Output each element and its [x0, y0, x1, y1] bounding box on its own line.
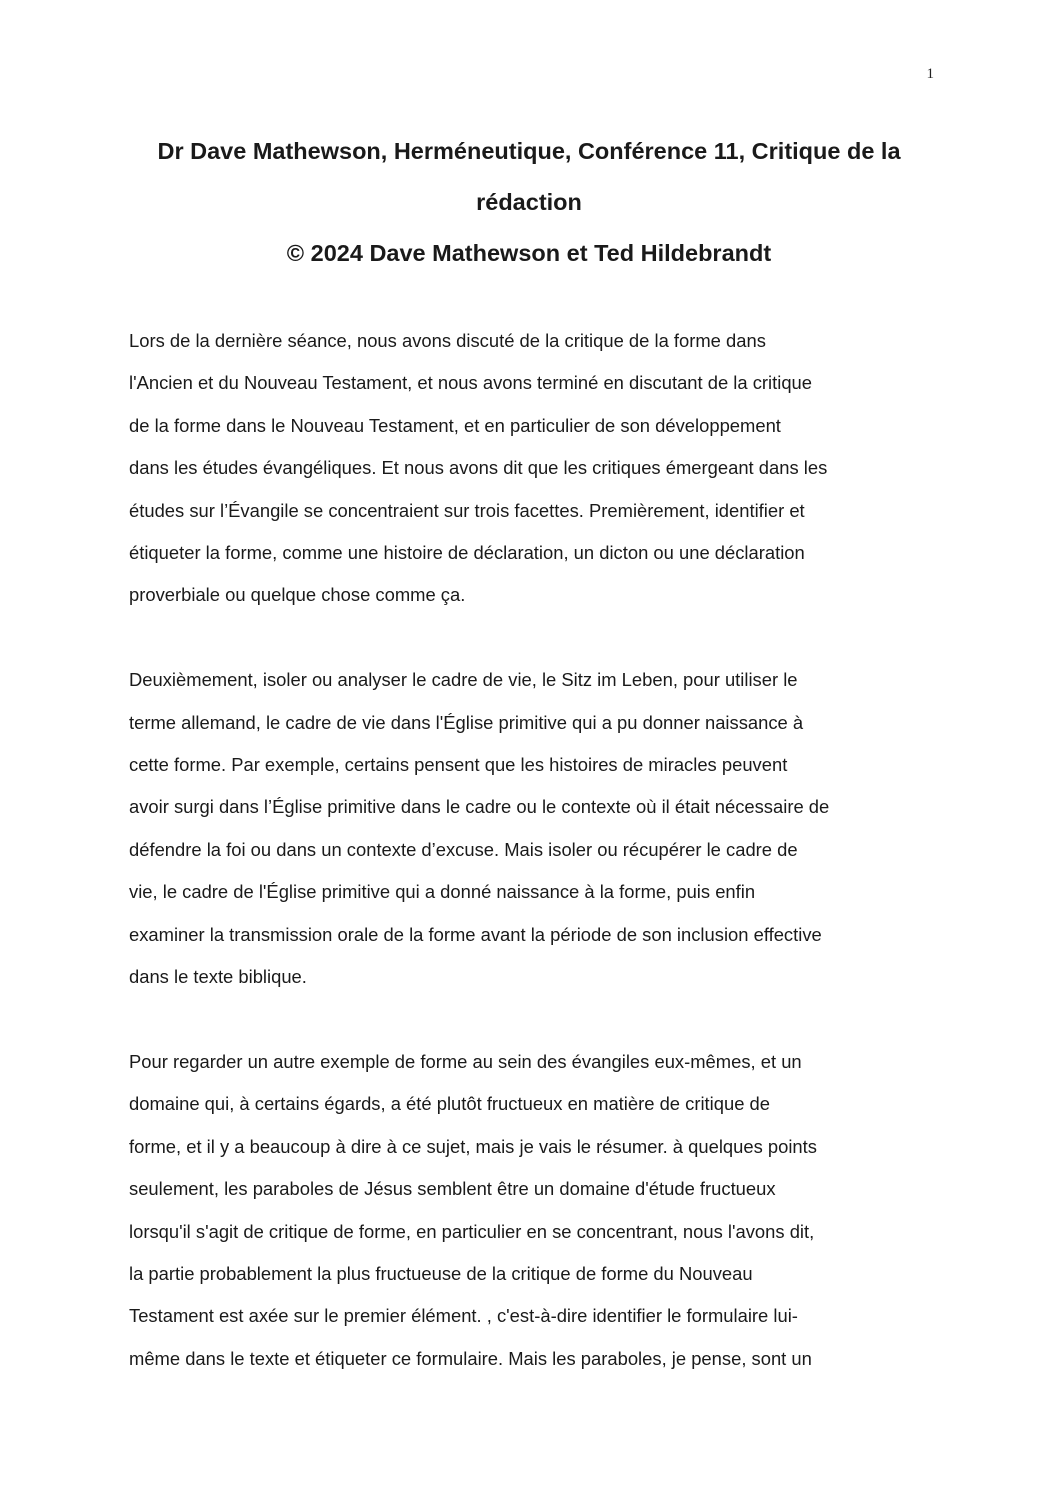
text-line: examiner la transmission orale de la forme avant la période de son inclusion effective — [129, 923, 822, 945]
document-title — [100, 126, 958, 279]
text-line: Testament est axée sur le premier élément. , c'est-à-dire identifier le formulaire lui- — [129, 1305, 798, 1327]
text-line: cette forme. Par exemple, certains pensent que les histoires de miracles peuvent — [129, 754, 788, 776]
title-line: rédaction — [476, 189, 582, 215]
text-line: étiqueter la forme, comme une histoire de déclaration, un dicton ou une déclaration — [129, 542, 805, 564]
page-number: 1 — [926, 66, 934, 82]
text-line: terme allemand, le cadre de vie dans l'Église primitive qui a pu donner naissance à — [129, 711, 804, 733]
document-body — [129, 320, 949, 1423]
text-line: études sur l’Évangile se concentraient sur trois facettes. Premièrement, identifier et — [129, 499, 805, 521]
text-line: l'Ancien et du Nouveau Testament, et nous avons terminé en discutant de la critique — [129, 372, 813, 394]
text-line: avoir surgi dans l’Église primitive dans le cadre ou le contexte où il était nécessaire de — [129, 796, 830, 818]
text-line: dans les études évangéliques. Et nous avons dit que les critiques émergeant dans les — [129, 457, 828, 479]
paragraph-1 — [129, 320, 949, 617]
copyright-line: © 2024 Dave Mathewson et Ted Hildebrandt — [286, 240, 772, 266]
text-line: proverbiale ou quelque chose comme ça. — [129, 584, 466, 606]
text-line: lorsqu'il s'agit de critique de forme, en particulier en se concentrant, nous l'avons dit, — [129, 1220, 815, 1242]
paragraph-3 — [129, 1041, 949, 1380]
text-line: même dans le texte et étiqueter ce formulaire. Mais les paraboles, je pense, sont un — [129, 1347, 812, 1369]
text-line: Lors de la dernière séance, nous avons discuté de la critique de la forme dans — [129, 330, 766, 351]
paragraph-2 — [129, 659, 949, 998]
text-line: forme, et il y a beaucoup à dire à ce sujet, mais je vais le résumer. à quelques points — [129, 1135, 817, 1157]
text-line: de la forme dans le Nouveau Testament, et en particulier de son développement — [129, 414, 781, 436]
text-line: Deuxièmement, isoler ou analyser le cadre de vie, le Sitz im Leben, pour utiliser le — [129, 669, 798, 691]
title-line: Dr Dave Mathewson, Herméneutique, Conférence 11, Critique de la — [157, 138, 901, 164]
text-line: défendre la foi ou dans un contexte d’excuse. Mais isoler ou récupérer le cadre de — [129, 838, 798, 860]
text-line: domaine qui, à certains égards, a été plutôt fructueux en matière de critique de — [129, 1093, 770, 1115]
text-line: Pour regarder un autre exemple de forme au sein des évangiles eux-mêmes, et un — [129, 1050, 802, 1072]
text-line: dans le texte biblique. — [129, 966, 307, 988]
text-line: seulement, les paraboles de Jésus semblent être un domaine d'étude fructueux — [129, 1178, 776, 1200]
text-line: vie, le cadre de l'Église primitive qui a donné naissance à la forme, puis enfin — [129, 881, 756, 903]
text-line: la partie probablement la plus fructueuse de la critique de forme du Nouveau — [129, 1262, 753, 1284]
